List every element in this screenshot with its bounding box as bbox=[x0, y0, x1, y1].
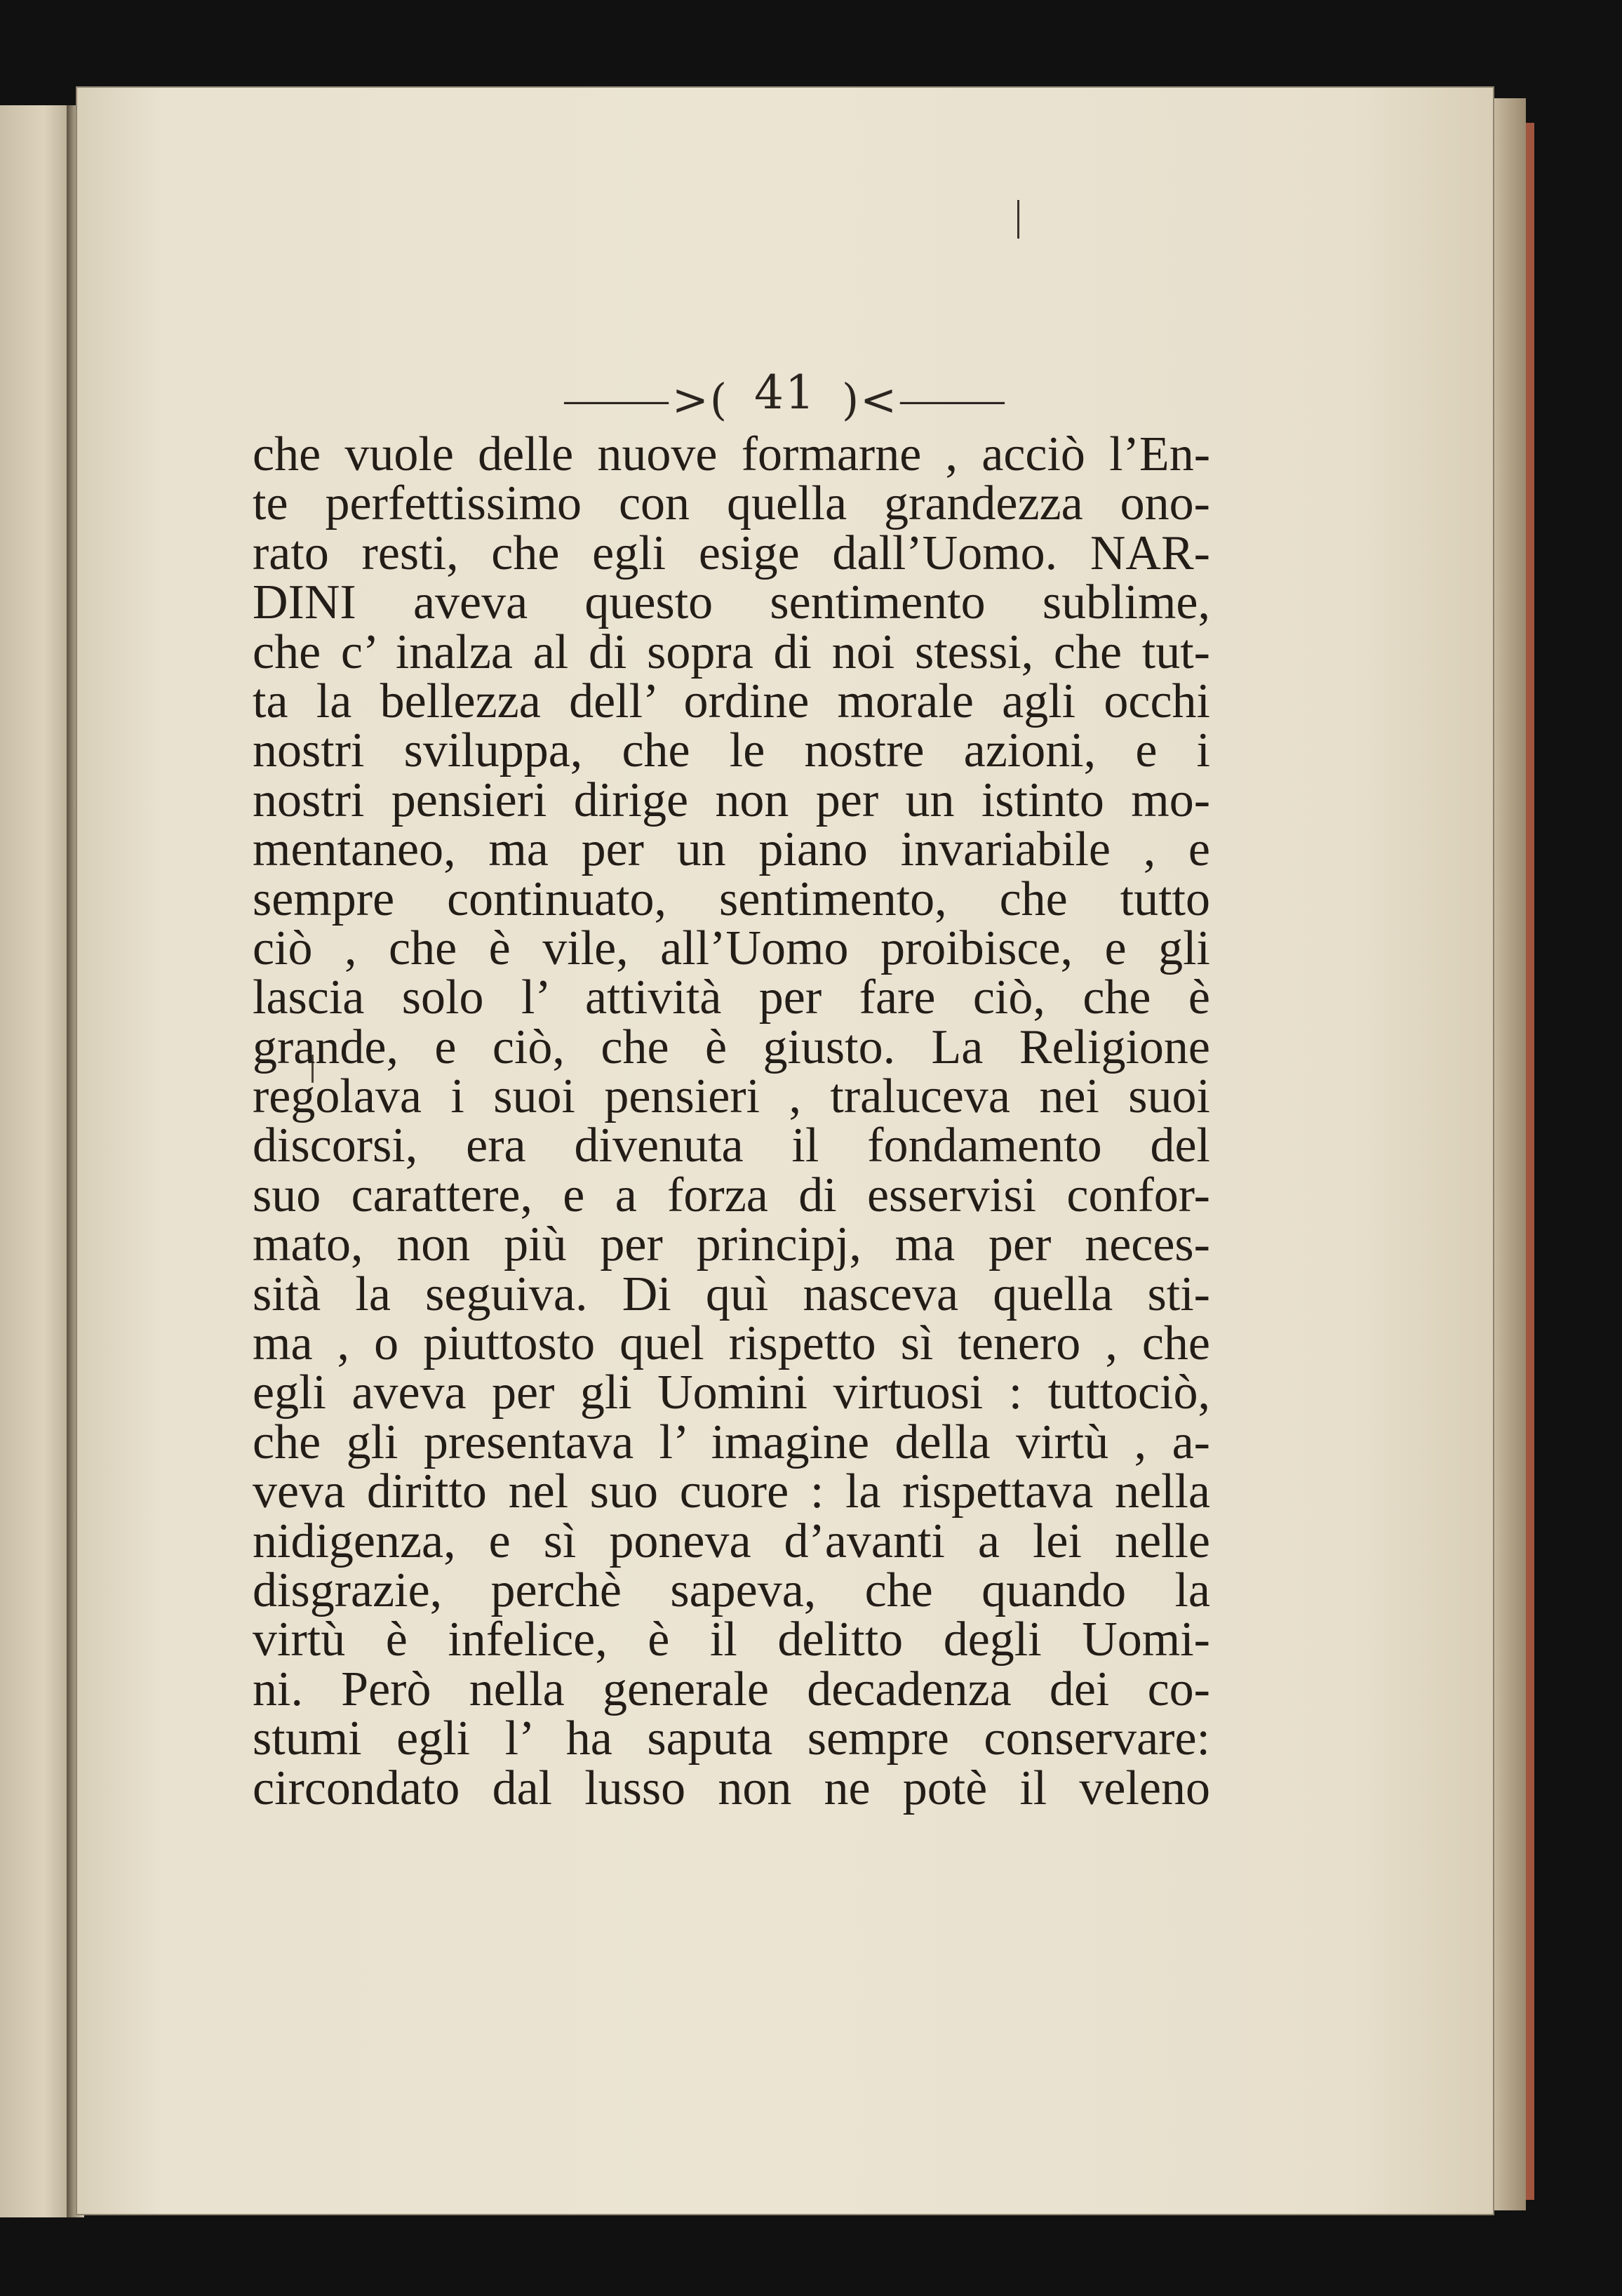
text-line: ni. Però nella generale decadenza dei co- bbox=[253, 1662, 1210, 1716]
text-line: veva diritto nel suo cuore : la rispettava nella bbox=[253, 1464, 1210, 1519]
text-line: grande, e ciò, che è giusto. La Religione bbox=[253, 1020, 1210, 1074]
text-line: sempre continuato, sentimento, che tutto bbox=[253, 872, 1210, 926]
text-line: DINI aveva questo sentimento sublime, bbox=[253, 575, 1210, 630]
text-line: rato resti, che egli esige dall’Uomo. NAR- bbox=[253, 526, 1210, 580]
page-header bbox=[77, 365, 1493, 427]
text-line: mato, non più per principj, ma per neces- bbox=[253, 1217, 1210, 1272]
text-line: lascia solo l’ attività per fare ciò, che è bbox=[253, 970, 1210, 1025]
text-line: che vuole delle nuove formarne , acciò l’En- bbox=[253, 427, 1210, 481]
left-ornament: ⸻>( bbox=[562, 374, 729, 425]
page-stack-edge bbox=[1491, 98, 1526, 2210]
book-cover-edge bbox=[1526, 123, 1534, 2200]
page-number: 41 bbox=[754, 365, 816, 420]
text-line: nidigenza, e sì poneva d’avanti a lei nelle bbox=[253, 1514, 1210, 1568]
text-line: discorsi, era divenuta il fondamento del bbox=[253, 1119, 1210, 1173]
text-line: regolava i suoi pensieri , traluceva nei suoi bbox=[253, 1069, 1210, 1124]
text-line: stumi egli l’ ha saputa sempre conservare: bbox=[253, 1711, 1210, 1766]
text-line: virtù è infelice, è il delitto degli Uomi- bbox=[253, 1613, 1210, 1667]
ink-mark bbox=[1017, 200, 1019, 239]
text-line: mentaneo, ma per un piano invariabile , e bbox=[253, 822, 1210, 877]
text-line: circondato dal lusso non ne potè il veleno bbox=[253, 1761, 1210, 1815]
text-line: che c’ inalza al di sopra di noi stessi, che tut- bbox=[253, 625, 1210, 679]
book-page bbox=[77, 88, 1493, 2214]
text-line: nostri pensieri dirige non per un istinto mo- bbox=[253, 773, 1210, 827]
text-line: ta la bellezza dell’ ordine morale agli occhi bbox=[253, 674, 1210, 728]
text-line: egli aveva per gli Uomini virtuosi : tuttociò, bbox=[253, 1366, 1210, 1420]
text-line: suo carattere, e a forza di esservisi confor- bbox=[253, 1168, 1210, 1222]
text-line: ciò , che è vile, all’Uomo proibisce, e gli bbox=[253, 921, 1210, 975]
right-ornament: )<⸻ bbox=[841, 374, 1008, 425]
body-text bbox=[253, 427, 1210, 1815]
text-line: che gli presentava l’ imagine della virtù , a- bbox=[253, 1415, 1210, 1469]
text-line: nostri sviluppa, che le nostre azioni, e i bbox=[253, 723, 1210, 778]
text-line: disgrazie, perchè sapeva, che quando la bbox=[253, 1563, 1210, 1617]
text-line: ma , o piuttosto quel rispetto sì tenero , che bbox=[253, 1316, 1210, 1371]
previous-page-edge bbox=[0, 105, 76, 2217]
text-line: sità la seguiva. Di quì nasceva quella sti- bbox=[253, 1267, 1210, 1321]
text-line: te perfettissimo con quella grandezza ono- bbox=[253, 476, 1210, 531]
